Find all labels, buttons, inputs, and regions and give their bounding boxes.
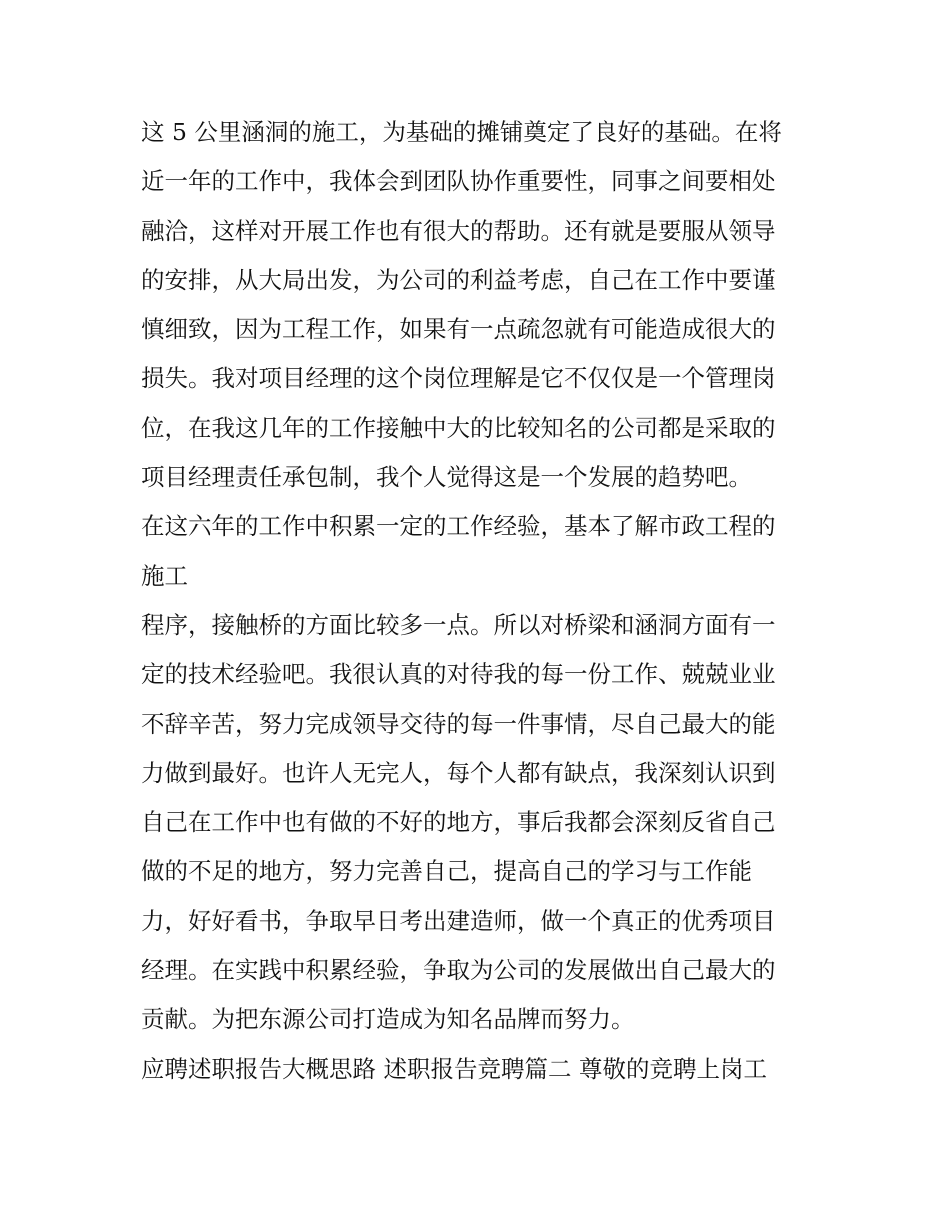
text-line: 损失。我对项目经理的这个岗位理解是它不仅仅是一个管理岗: [141, 364, 776, 393]
text-line: 在这六年的工作中积累一定的工作经验，基本了解市政工程的: [141, 512, 776, 541]
text-line: 力做到最好。也许人无完人，每个人都有缺点，我深刻认识到: [141, 758, 776, 787]
text-line: 自己在工作中也有做的不好的地方，事后我都会深刻反省自己: [141, 808, 776, 837]
text-line: 施工: [141, 561, 188, 590]
text-line: 项目经理责任承包制，我个人觉得这是一个发展的趋势吧。: [141, 463, 752, 492]
text-line: 力，好好看书，争取早日考出建造师，做一个真正的优秀项目: [141, 906, 776, 935]
text-line: 位，在我这几年的工作接触中大的比较知名的公司都是采取的: [141, 413, 776, 442]
text-line: 融洽，这样对开展工作也有很大的帮助。还有就是要服从领导: [141, 216, 776, 245]
text-line: 的安排，从大局出发，为公司的利益考虑，自己在工作中要谨: [141, 265, 776, 294]
text-line: 这 5 公里涵洞的施工，为基础的摊铺奠定了良好的基础。在将: [141, 118, 782, 146]
text-line: 慎细致，因为工程工作，如果有一点疏忽就有可能造成很大的: [141, 315, 776, 344]
text-line: 应聘述职报告大概思路 述职报告竞聘篇二 尊敬的竞聘上岗工: [141, 1054, 767, 1083]
text-line: 近一年的工作中，我体会到团队协作重要性，同事之间要相处: [141, 167, 776, 196]
text-line: 贡献。为把东源公司打造成为知名品牌而努力。: [141, 1005, 635, 1034]
text-line: 做的不足的地方，努力完善自己，提高自己的学习与工作能: [141, 857, 752, 886]
text-line: 不辞辛苦，努力完成领导交待的每一件事情，尽自己最大的能: [141, 709, 776, 738]
text-line: 程序，接触桥的方面比较多一点。所以对桥梁和涵洞方面有一: [141, 610, 776, 639]
text-line: 定的技术经验吧。我很认真的对待我的每一份工作、兢兢业业: [141, 660, 776, 689]
text-line: 经理。在实践中积累经验，争取为公司的发展做出自己最大的: [141, 956, 776, 985]
body-text: [141, 108, 821, 1094]
